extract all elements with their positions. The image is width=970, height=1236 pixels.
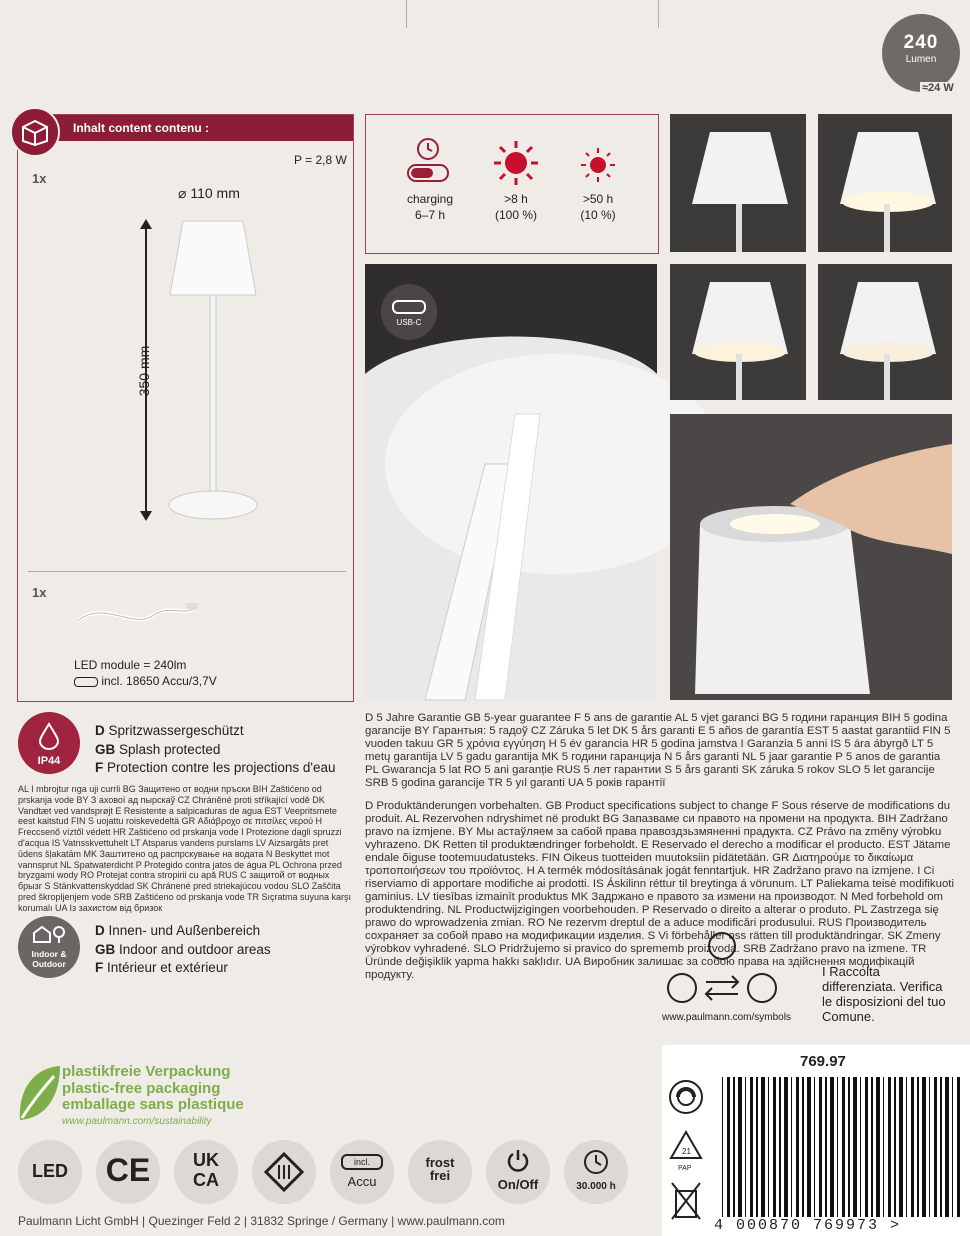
- usb-c-badge: [381, 284, 437, 340]
- barcode-bar: [871, 1077, 873, 1217]
- barcode-bar: [899, 1077, 903, 1217]
- barcode-bar: [830, 1077, 834, 1217]
- led-icon: [18, 1140, 82, 1204]
- ip44-badge: [18, 712, 80, 774]
- indoor-outdoor-badge: [18, 916, 80, 978]
- frost-line1: frost: [425, 1155, 455, 1170]
- usb-c-icon: [392, 300, 426, 314]
- battery-info-panel: [365, 114, 659, 254]
- usb-c-label: USB-C: [396, 318, 422, 327]
- accu-text: Accu: [347, 1174, 377, 1189]
- barcode-bar: [768, 1077, 769, 1217]
- ce-text: CE: [105, 1152, 151, 1188]
- barcode-bar: [802, 1077, 804, 1217]
- battery-label: incl. 18650 Accu/3,7V: [101, 674, 217, 688]
- barcode-bar: [876, 1077, 880, 1217]
- barcode-bar: [853, 1077, 857, 1217]
- indoor-f: Intérieur et extérieur: [107, 960, 228, 975]
- barcode-bar: [952, 1077, 953, 1217]
- lumen-watt: ≈24 W: [922, 82, 954, 94]
- barcode-bar: [883, 1077, 884, 1217]
- top-guide-line: [658, 0, 659, 28]
- guarantee-text: D 5 Jahre Garantie GB 5-year guarantee F 5 ans de garantie AL 5 vjet garanci BG 5 години гаранция BIH 5 godina garancije BY Гарантыя: 5 гадоў CZ Záruka 5 let DK 5 års garanti E 5 años de garantía EST 5 aastat garantiid FIN 5 vuoden takuu GR 5 χρόνια εγγύηση H 5 év garancia HR 5 godina jamstva I Garanzia 5 anni IS 5 ára ábyrgð LT 5 metų garantija LV 5 gadu garantija MK 5 години гаранција N 5 års garanti NL 5 jaar garantie P 5 anos de garantia PL Gwarancja 5 lat RO 5 ani garanție RUS 5 лет гарантии S 5 års garanti SK záruka 5 rokov SLO 5 let garancije SRB 5 godina garancije TR 5 yıl garanti UA 5 років гарантії: [365, 712, 951, 789]
- barcode-bar: [837, 1077, 838, 1217]
- barcode-bar: [865, 1077, 868, 1217]
- barcode-area: [662, 1045, 970, 1236]
- lamp-photo-low: [818, 264, 952, 400]
- plastic-d: plastikfreie Verpackung: [62, 1063, 231, 1080]
- lumen-unit: Lumen: [905, 54, 937, 65]
- ukca-line2: CA: [193, 1170, 219, 1190]
- barcode-bar: [745, 1077, 746, 1217]
- incl-text: incl.: [341, 1154, 383, 1170]
- symbols-url[interactable]: www.paulmann.com/symbols: [662, 1012, 791, 1023]
- plastic-url[interactable]: www.paulmann.com/sustainability: [62, 1115, 212, 1127]
- plastic-free-text: [62, 1064, 244, 1130]
- charging-label: [390, 191, 470, 223]
- frost-line2: frei: [429, 1168, 451, 1183]
- barcode-bar: [917, 1077, 919, 1217]
- top-guide-line: [406, 0, 407, 28]
- barcode-bar: [922, 1077, 926, 1217]
- class-iii-icon: [252, 1140, 316, 1204]
- barcode-bar: [906, 1077, 907, 1217]
- indoor-outdoor-text: D Innen- und Außenbereich GB Indoor and outdoor areas F Intérieur et extérieur: [95, 923, 271, 975]
- power-icon: [506, 1148, 530, 1172]
- lamp-photo-dim: [670, 264, 806, 400]
- sun-full-icon: [492, 139, 540, 187]
- indoor-badge-line1: Indoor &: [31, 949, 67, 959]
- barcode-bar: [940, 1077, 942, 1217]
- touch-dimmer-photo: [670, 414, 952, 700]
- green-dot-icon: [668, 1079, 704, 1115]
- barcode-bar: [814, 1077, 815, 1217]
- frost-free-icon: [408, 1140, 472, 1204]
- barcode: [722, 1077, 962, 1217]
- qty-cable: 1x: [32, 585, 47, 600]
- barcode-bar: [860, 1077, 861, 1217]
- ip-f: Protection contre les projections d'eau: [107, 760, 336, 775]
- pap-recycling-icon: [668, 1129, 704, 1163]
- charging-text: charging: [406, 192, 454, 206]
- splash-protection-multilang: AL I mbrojtur nga uji currli BG Защитено от водни пръски BIH Zaštićeno od prskanja vode BY З ахової ад пырскаў CZ Chráněné proti stříkající vodě DK Vandtæt ved vandsprøjt E Resistente a salpicaduras de agua EST Veepritsmete eest kaitstud FIN S uojattu roiskevedeltä GR Αδιάβροχο σε πιτσίλες νερού H Freccsenő víztől védett HR Zaštićeno od prskanja vode I Protezione dagli spruzzi d'acqua IS Vatnsskvettuhelt LT Atsparus vandens purslams LV Aizsargāts pret ūdens šļakatām MK Заштитено од распрскување на водата N Beskyttet mot vannsprut NL Spatwaterdicht P Protegido contra jatos de água PL Ochrona przed bryzgami wody RO Protejat contra stropirii cu apă RUS С защитой от водных брызг S Stänkvattenskyddad SK Chránené pred striekajúcou vodou SLO Zaščita pred škropljenjem vode SRB Zaštićeno od prskanja vode TR Sıçratma suyuna karşı korumalı UA Із захистом від бризок: [18, 784, 351, 913]
- barcode-bar: [819, 1077, 822, 1217]
- qty-lamp: 1x: [32, 171, 47, 186]
- barcode-bar: [957, 1077, 960, 1217]
- recycling-symbols: [662, 930, 782, 1010]
- barcode-bar: [761, 1077, 765, 1217]
- power-rating: P = 2,8 W: [294, 153, 347, 167]
- led-text: LED: [32, 1161, 68, 1181]
- barcode-bar: [945, 1077, 949, 1217]
- barcode-bar: [779, 1077, 781, 1217]
- divider: [28, 571, 346, 572]
- plastic-f: emballage sans plastique: [62, 1096, 244, 1113]
- bin-icon: [670, 1181, 702, 1221]
- ip44-label: IP44: [37, 755, 61, 767]
- barcode-bar: [894, 1077, 896, 1217]
- house-tree-icon: [32, 924, 66, 944]
- product-changes-text: D Produktänderungen vorbehalten. GB Product specifications subject to change F Sous réserve de modifications du produit. AL Rezervohen ndryshimet në produkt BG Запазваме си правото на промени на продукта. BIH Zadržano pravo na izmjene. BY Мы астаўляем за сабой права правоздзьзмяненні прадукта. CZ Právo na změny výrobku vyhrazeno. DK Retten til produktændringer forbeholdt. E Reservado el derecho a modificar el producto. EST Jätame endale õiguse tootemuudatusteks. FIN Oikeus tuotteiden muutoksiin pidätetään. GR Διατηρούμε το δικαίωμα τροποποιήσεων του προϊόντος. H A termék módosításának jogát fenntartjuk. HR Zadržano pravo na izmjene. I Ci riserviamo di apportare modifiche ai prodotti. IS Áskilinn réttur til breytinga á vörunum. LT Paliekama teisė modifikuoti gaminius. LV tiesības izmainīt produktus MK Задржано е правото за измени на производот. N Med forbehold om produktendring. NL Productwijzigingen voorbehouden. P Reservado o direito a alterar o produto. PL Zastrzega się prawo do wprowadzenia zmian. RO Ne rezervm dreptul de a aduce modificări produsului. RUS Производитель сохраняет за собой право на модификации изделия. S Vi förbehåller oss rätten till produktändringar. SK Zmeny výrobkov vyhradené. SLO Pridržujemo si pravico do sprememb proizvoda. SRB Zadržano pravo na izmene. TR Üründe değişiklik yapma hakkı saklıdır. UA Виробник залишає за собою права на здійснення модифікацій продукту.: [365, 800, 954, 981]
- lumen-badge: [882, 14, 960, 92]
- pap-number: 21: [682, 1147, 691, 1156]
- barcode-bar: [929, 1077, 930, 1217]
- charging-time: 6–7 h: [414, 208, 446, 222]
- dim-label: [558, 191, 638, 223]
- sun-dim-icon: [578, 145, 618, 185]
- on-off-icon: [486, 1140, 550, 1204]
- accu-included-icon: [330, 1140, 394, 1204]
- battery-info: [74, 674, 217, 688]
- barcode-bar: [722, 1077, 723, 1217]
- indoor-gb: Indoor and outdoor areas: [119, 941, 271, 957]
- lamp-photo-off: [670, 114, 806, 252]
- raccolta-text: I Raccolta differenziata. Verifica le disposizioni del tuo Comune.: [822, 964, 946, 1024]
- barcode-bar: [750, 1077, 753, 1217]
- on-off-text: On/Off: [497, 1177, 539, 1192]
- full-hours: >8 h: [504, 192, 528, 206]
- product-changes-text-cont: [365, 928, 650, 1078]
- pap-label: PAP: [678, 1165, 692, 1172]
- barcode-bar: [807, 1077, 811, 1217]
- full-pct: (100 %): [494, 208, 538, 222]
- clock-icon: [582, 1148, 610, 1176]
- barcode-bar: [738, 1077, 742, 1217]
- lamp-photo-on: [818, 114, 952, 252]
- barcode-bar: [791, 1077, 792, 1217]
- barcode-bar: [773, 1077, 776, 1217]
- dim-hours: >50 h: [582, 192, 614, 206]
- box-icon: [10, 107, 60, 157]
- hours-text: 30.000 h: [576, 1181, 616, 1192]
- barcode-bar: [796, 1077, 799, 1217]
- plastic-gb: plastic-free packaging: [62, 1079, 221, 1097]
- dim-pct: (10 %): [580, 208, 616, 222]
- usb-cable-illustration: [74, 595, 204, 635]
- height-label: 350 mm: [136, 345, 152, 397]
- indoor-badge-line2: Outdoor: [32, 959, 66, 969]
- barcode-bar: [825, 1077, 827, 1217]
- leaf-icon: [14, 1062, 64, 1126]
- barcode-bar: [756, 1077, 758, 1217]
- contents-header: Inhalt content contenu :: [73, 121, 209, 135]
- charging-icon: [404, 137, 456, 187]
- barcode-bar: [934, 1077, 937, 1217]
- indoor-d: Innen- und Außenbereich: [108, 923, 261, 938]
- full-label: [476, 191, 556, 223]
- led-module: LED module = 240lm: [74, 658, 187, 672]
- ip-d: Spritzwassergeschützt: [108, 723, 244, 738]
- battery-icon: [74, 677, 98, 687]
- splash-protection-text: D Spritzwassergeschützt GB Splash protected F Protection contre les projections d'eau: [95, 723, 336, 775]
- diameter-label: ⌀ 110 mm: [178, 185, 240, 201]
- ip-gb: Splash protected: [119, 741, 221, 757]
- lamp-illustration: [158, 213, 268, 523]
- package-contents-panel: [17, 114, 354, 702]
- usb-port-photo: [365, 264, 657, 700]
- barcode-bar: [727, 1077, 730, 1217]
- barcode-bar: [911, 1077, 914, 1217]
- ce-icon: [96, 1140, 160, 1204]
- lifetime-icon: [564, 1140, 628, 1204]
- ukca-icon: [174, 1140, 238, 1204]
- barcode-bar: [848, 1077, 850, 1217]
- barcode-bar: [842, 1077, 845, 1217]
- article-number: 769.97: [800, 1053, 846, 1070]
- barcode-bar: [888, 1077, 891, 1217]
- water-drop-icon: [37, 722, 61, 748]
- barcode-bar: [733, 1077, 735, 1217]
- barcode-bar: [784, 1077, 788, 1217]
- lumen-value: 240: [903, 32, 939, 53]
- ukca-line1: UK: [193, 1150, 219, 1170]
- footer-address: Paulmann Licht GmbH | Quezinger Feld 2 | 31832 Springe / Germany | www.paulmann.com: [18, 1214, 505, 1228]
- contents-header-bar: [18, 115, 353, 141]
- barcode-digits: 4 000870 769973 >: [714, 1217, 902, 1234]
